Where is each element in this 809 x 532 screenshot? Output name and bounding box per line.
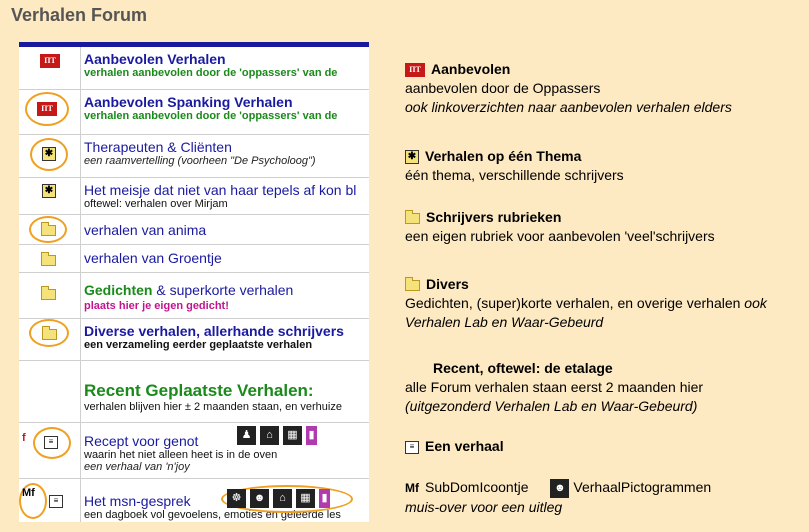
legend-text: aanbevolen door de Oppassers: [405, 80, 601, 96]
picto-icon[interactable]: ▦: [283, 426, 302, 445]
subdom-icon: f: [22, 432, 26, 444]
list-item: [19, 135, 369, 178]
legend-verhaal: [405, 437, 504, 456]
list-item: [19, 47, 369, 90]
picto-icon[interactable]: ▮: [306, 426, 317, 445]
row-subtitle: plaats hier je eigen gedicht!: [84, 300, 229, 312]
thema-icon: ✱: [405, 150, 419, 164]
page-title: Verhalen Forum: [11, 5, 148, 25]
row-subtitle: een raamvertelling (voorheen "De Psycholoog"): [84, 155, 316, 167]
list-item: [19, 423, 369, 479]
picto-group: [227, 489, 334, 508]
forum-link-meisje[interactable]: Het meisje dat niet van haar tepels af kon bl: [84, 182, 357, 198]
row-subtitle: verhalen aanbevolen door de 'oppassers' van de: [84, 110, 338, 122]
row-subtitle-author: een verhaal van 'n'joy: [84, 461, 190, 473]
picto-icon: ☻: [550, 479, 569, 498]
picto-icon[interactable]: ☸: [227, 489, 246, 508]
picto-group: [237, 426, 321, 445]
legend-title: Verhalen op één Thema: [425, 148, 582, 164]
legend-text: een eigen rubriek voor aanbevolen 'veel'schrijvers: [405, 228, 715, 244]
legend-text: (uitgezonderd Verhalen Lab en Waar-Gebeurd): [405, 398, 698, 414]
folder-icon: [42, 329, 57, 340]
picto-icon[interactable]: ☻: [250, 489, 269, 508]
row-subtitle: verhalen blijven hier ± 2 maanden staan, en verhuize: [84, 401, 342, 413]
picto-icon[interactable]: ▦: [296, 489, 315, 508]
row-subtitle: verhalen aanbevolen door de 'oppassers' van de: [84, 67, 338, 79]
picto-icon[interactable]: ♟: [237, 426, 256, 445]
folder-icon: [41, 225, 56, 236]
legend-icons: [405, 478, 711, 517]
forum-link-recept[interactable]: Recept voor genot: [84, 433, 199, 449]
legend-title: Aanbevolen: [431, 61, 511, 77]
folder-icon: [41, 255, 56, 266]
document-icon: ≡: [44, 436, 58, 449]
legend-title: Schrijvers rubrieken: [426, 209, 562, 225]
forum-list: [19, 42, 369, 522]
forum-link-spanking[interactable]: Aanbevolen Spanking Verhalen: [84, 94, 293, 110]
list-item: [19, 361, 369, 423]
legend-text: één thema, verschillende schrijvers: [405, 167, 624, 183]
brand-icon: ΠΤ: [405, 63, 425, 77]
legend-text: ook linkoverzichten naar aanbevolen verhalen elders: [405, 99, 732, 115]
thema-icon: ✱: [42, 184, 56, 198]
legend-text: Verhalen Lab en Waar-Gebeurd: [405, 314, 604, 330]
legend-text: VerhaalPictogrammen: [573, 479, 712, 495]
folder-icon: [405, 213, 420, 224]
legend-text: muis-over voor een uitleg: [405, 498, 563, 515]
forum-link-msn[interactable]: Het msn-gesprek: [84, 493, 191, 509]
legend-aanbevolen: [405, 60, 732, 117]
subdom-icon: Mf: [405, 480, 419, 495]
legend-thema: [405, 147, 624, 185]
legend-text: Gedichten, (super)korte verhalen, en overige verhalen: [405, 295, 741, 311]
picto-icon[interactable]: ▮: [319, 489, 330, 508]
list-item: [19, 178, 369, 215]
list-item: [19, 245, 369, 273]
row-subtitle: een verzameling eerder geplaatste verhalen: [84, 339, 313, 351]
list-item: [19, 479, 369, 522]
forum-link-therapeuten[interactable]: Therapeuten & Cliënten: [84, 139, 232, 155]
picto-icon[interactable]: ⌂: [260, 426, 279, 445]
list-item: [19, 273, 369, 319]
forum-link-anima[interactable]: verhalen van anima: [84, 222, 207, 238]
legend-title: Een verhaal: [425, 438, 504, 454]
folder-icon: [405, 280, 420, 291]
forum-link-aanbevolen[interactable]: Aanbevolen Verhalen: [84, 51, 226, 67]
recent-section-title: Recent Geplaatste Verhalen:: [84, 381, 314, 400]
forum-link-diverse[interactable]: Diverse verhalen, allerhande schrijvers: [84, 323, 344, 339]
forum-link-gedichten[interactable]: Gedichten: [84, 282, 153, 298]
document-icon: ≡: [49, 495, 63, 508]
list-item: [19, 319, 369, 361]
folder-icon: [41, 289, 56, 300]
brand-icon: ΠΤ: [40, 54, 60, 68]
legend-recent: [405, 359, 703, 416]
legend-text: ook: [740, 295, 767, 311]
legend-divers: [405, 275, 767, 332]
list-item: [19, 215, 369, 245]
row-subtitle: waarin het niet alleen heet is in de oven: [84, 449, 278, 461]
picto-icon[interactable]: ⌂: [273, 489, 292, 508]
legend-text: SubDomIcoontje: [425, 479, 529, 495]
thema-icon: ✱: [42, 147, 56, 161]
row-subtitle: oftewel: verhalen over Mirjam: [84, 198, 228, 210]
legend-text: alle Forum verhalen staan eerst 2 maanden hier: [405, 379, 704, 395]
forum-link-groentje[interactable]: verhalen van Groentje: [84, 250, 222, 266]
legend-title: Divers: [426, 276, 469, 292]
row-subtitle: een dagboek vol gevoelens, emoties en geleerde les: [84, 509, 341, 521]
row-title-suffix: & superkorte verhalen: [152, 282, 294, 298]
document-icon: ≡: [405, 441, 419, 454]
legend-title: Recent, oftewel: de etalage: [433, 360, 613, 376]
legend-schrijvers: [405, 208, 715, 246]
subdom-icon: Mf: [22, 487, 35, 499]
list-item: [19, 90, 369, 135]
brand-icon: ΠΤ: [37, 102, 57, 116]
